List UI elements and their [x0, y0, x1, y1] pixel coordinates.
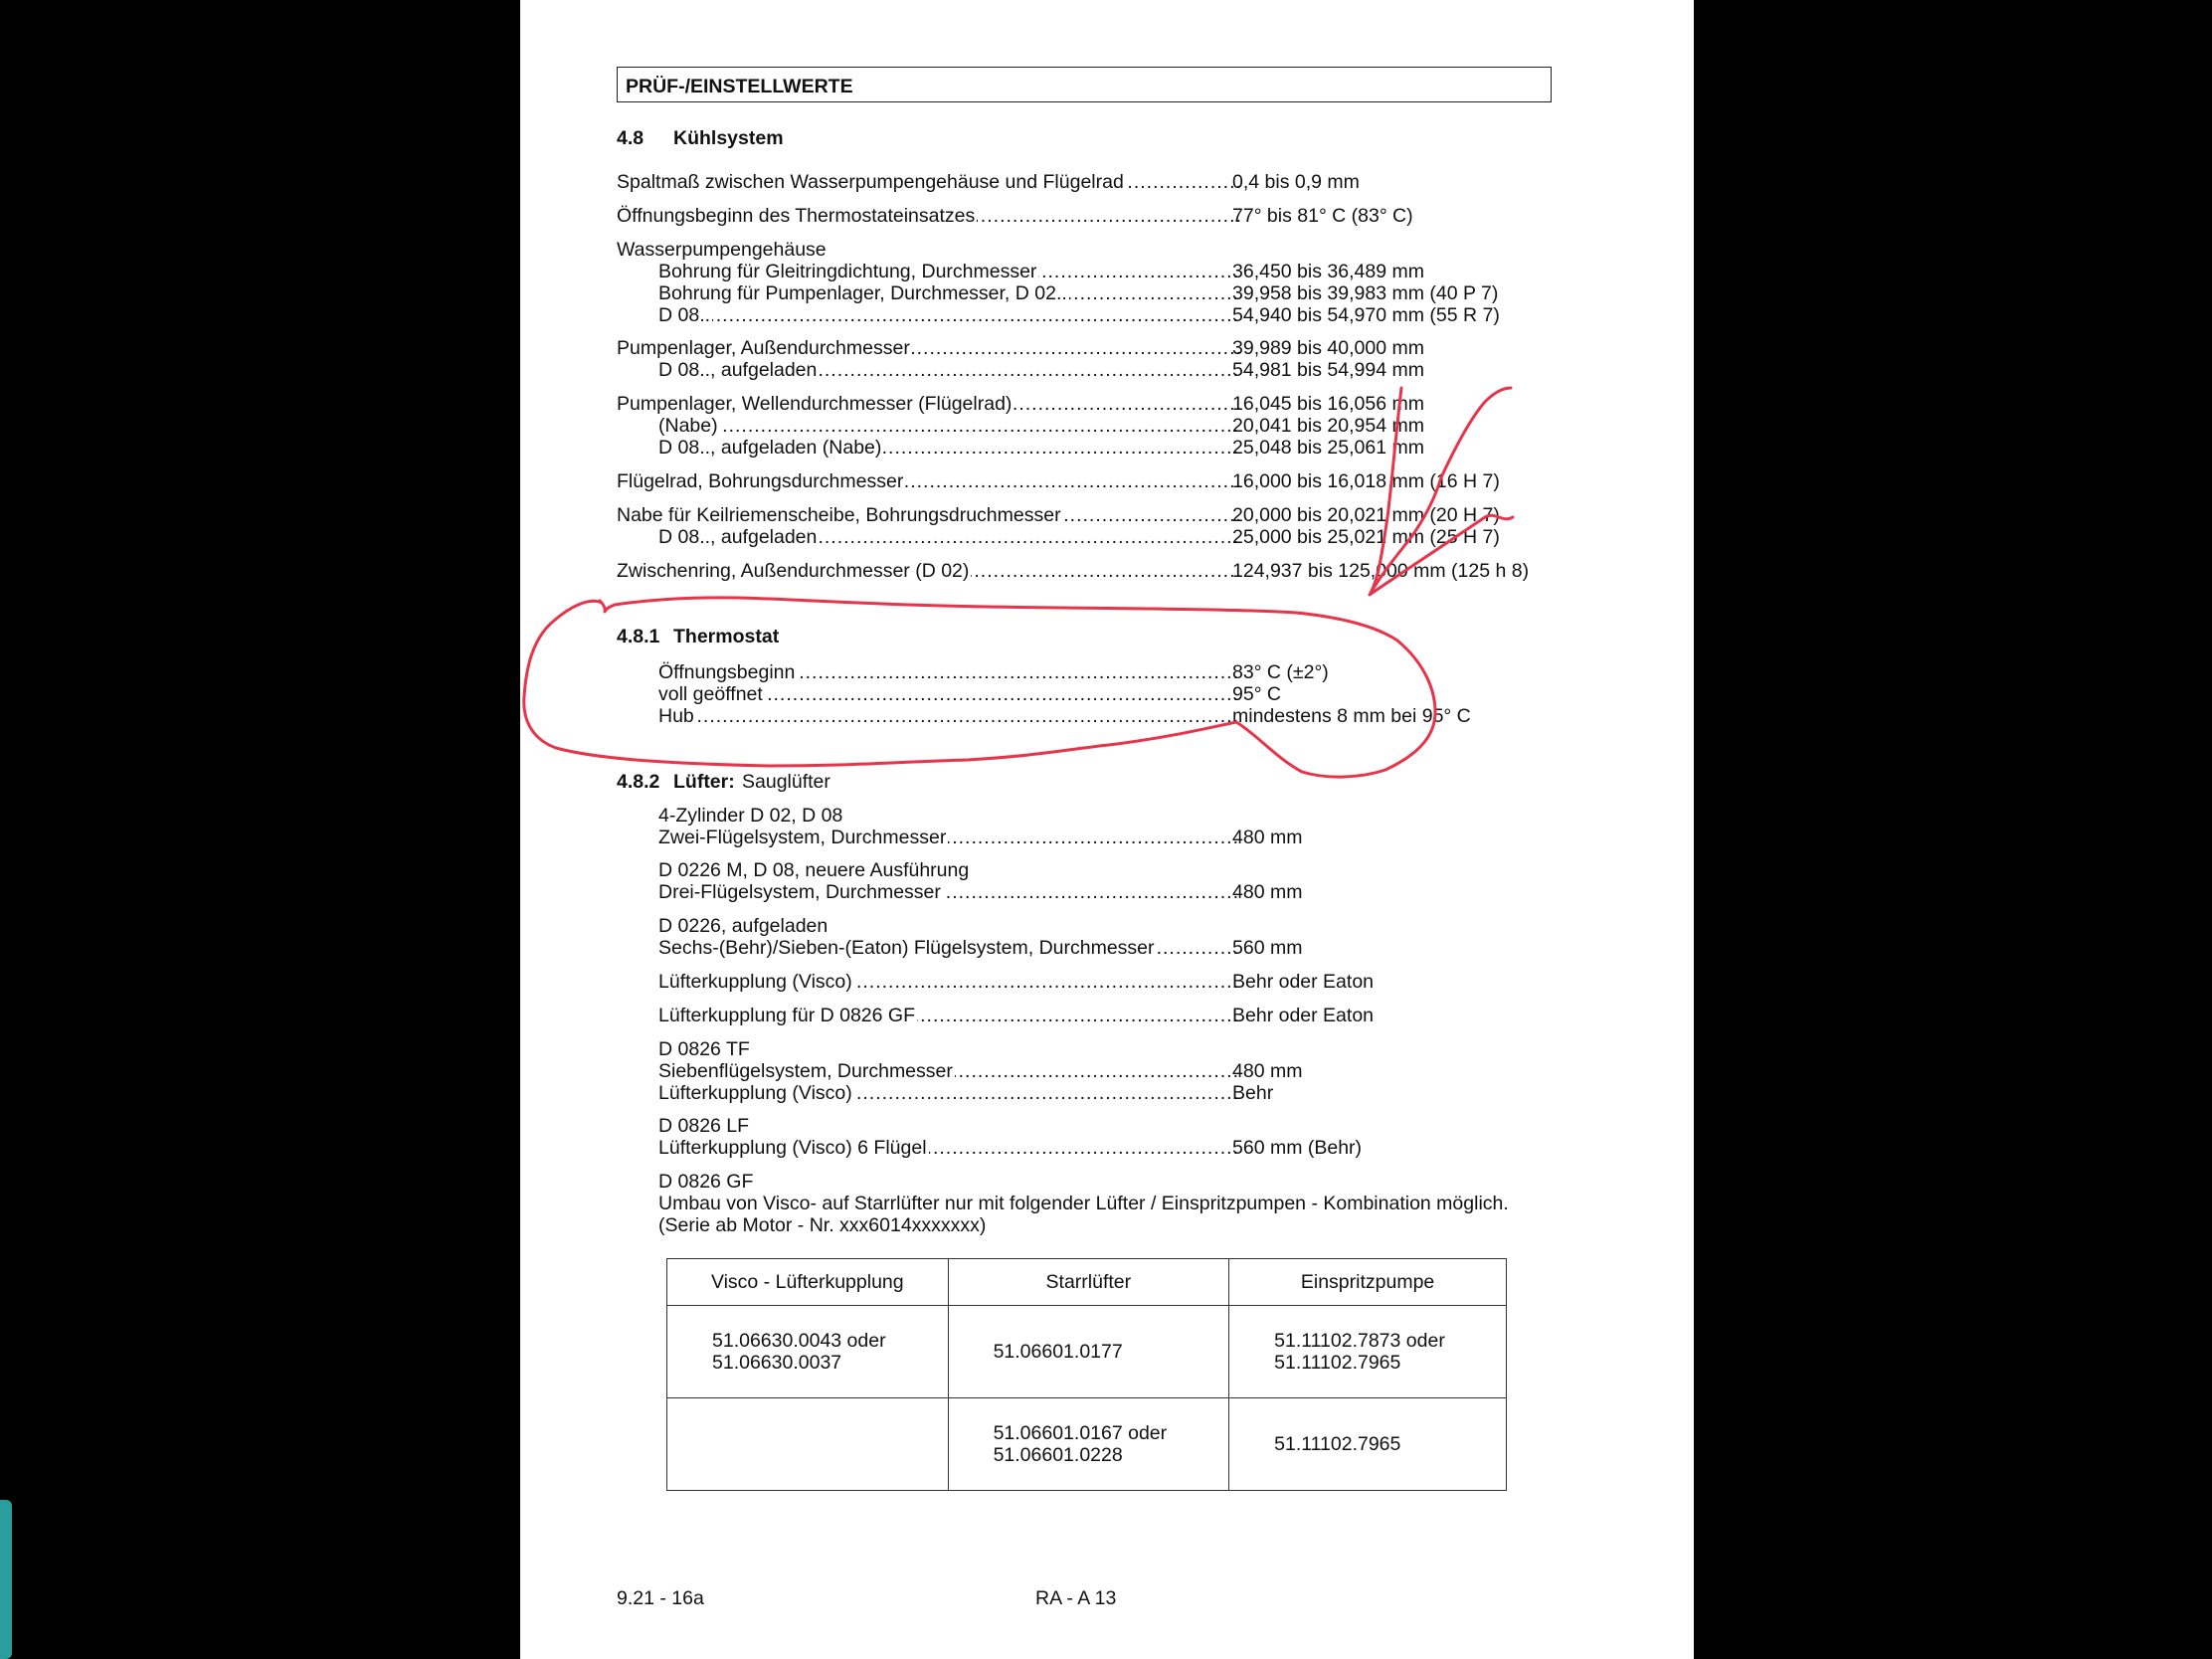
- spec-row-label: Zwischenring, Außendurchmesser (D 02) .....: [617, 560, 1240, 582]
- header-box: [617, 67, 1552, 102]
- thermostat-row-value: 95° C: [1232, 683, 1281, 705]
- thermostat-row-value: 83° C (±2°): [1232, 661, 1329, 683]
- table-cell: 51.06601.0167 oder 51.06601.0228: [948, 1398, 1229, 1491]
- table-header-row: [667, 1259, 1507, 1306]
- table-cell: 51.06601.0177: [948, 1306, 1229, 1398]
- spec-row-label: Spaltmaß zwischen Wasserpumpengehäuse und Flügelrad .....: [617, 171, 1240, 193]
- spec-row-label: D 08.., aufgeladen .....: [658, 359, 1240, 381]
- spec-row-label: Nabe für Keilriemenscheibe, Bohrungsdruchmesser .....: [617, 504, 1240, 526]
- spec-row-value: 20,000 bis 20,021 mm (20 H 7): [1232, 504, 1500, 526]
- table-cell: [667, 1398, 949, 1491]
- spec-row-label: Öffnungsbeginn des Thermostateinsatzes .....: [617, 205, 1240, 227]
- thermostat-row-label: Öffnungsbeginn .....: [658, 661, 1240, 683]
- spec-row-value: 25,048 bis 25,061 mm: [1232, 437, 1424, 459]
- spec-row-value: 77° bis 81° C (83° C): [1232, 205, 1413, 227]
- spec-row-value: 54,940 bis 54,970 mm (55 R 7): [1232, 304, 1500, 326]
- spec-row-value: 20,041 bis 20,954 mm: [1232, 415, 1424, 437]
- fan-item-heading: D 0226, aufgeladen: [658, 915, 829, 937]
- fan-item-heading: 4-Zylinder D 02, D 08: [658, 805, 843, 827]
- fan-item-label: Zwei-Flügelsystem, Durchmesser .....: [658, 827, 1240, 848]
- spec-row-label: Pumpenlager, Wellendurchmesser (Flügelrad) .....: [617, 393, 1240, 415]
- thermostat-row-label: voll geöffnet .....: [658, 683, 1240, 705]
- fan-item-label: Sechs-(Behr)/Sieben-(Eaton) Flügelsystem, Durchmesser .....: [658, 937, 1240, 959]
- side-panel-handle[interactable]: [0, 1500, 12, 1659]
- fan-number: 4.8.2: [617, 771, 660, 793]
- spec-row-label: Bohrung für Gleitringdichtung, Durchmesser .....: [658, 261, 1240, 282]
- table-row: [667, 1306, 1507, 1398]
- footer-center: RA - A 13: [1035, 1587, 1117, 1609]
- header-title: PRÜF-/EINSTELLWERTE: [626, 76, 853, 97]
- document-page: [520, 0, 1694, 1659]
- spec-row-value: 0,4 bis 0,9 mm: [1232, 171, 1360, 193]
- spec-row-label: (Nabe) .....: [658, 415, 1240, 437]
- spec-row-label: D 08.. .....: [658, 304, 1240, 326]
- fan-item-value: Behr oder Eaton: [1232, 971, 1375, 993]
- fan-item-value: Behr oder Eaton: [1232, 1005, 1375, 1026]
- fan-subtitle: Sauglüfter: [742, 771, 830, 793]
- table-cell: 51.11102.7873 oder 51.11102.7965: [1229, 1306, 1507, 1398]
- spec-row-value: 36,450 bis 36,489 mm: [1232, 261, 1424, 282]
- fan-item-label: Lüfterkupplung (Visco) .....: [658, 1082, 1240, 1104]
- fan-item-value: 560 mm (Behr): [1232, 1137, 1363, 1159]
- spec-row-value: 54,981 bis 54,994 mm: [1232, 359, 1424, 381]
- fan-item-value: Behr: [1232, 1082, 1274, 1104]
- spec-row-value: 39,989 bis 40,000 mm: [1232, 337, 1424, 359]
- fan-item-value: 480 mm: [1232, 827, 1303, 848]
- fan-note-heading: D 0826 GF: [658, 1171, 754, 1193]
- thermostat-title: Thermostat: [673, 626, 780, 647]
- spec-row-value: 124,937 bis 125,000 mm (125 h 8): [1232, 560, 1530, 582]
- thermostat-number: 4.8.1: [617, 626, 660, 647]
- fan-item-value: 560 mm: [1232, 937, 1303, 959]
- fan-item-heading: D 0826 LF: [658, 1115, 750, 1137]
- fan-item-value: 480 mm: [1232, 881, 1303, 903]
- spec-row-value: 39,958 bis 39,983 mm (40 P 7): [1232, 282, 1499, 304]
- section-title: Kühlsystem: [673, 127, 784, 149]
- fan-item-label: Drei-Flügelsystem, Durchmesser .....: [658, 881, 1240, 903]
- spec-group-heading: Wasserpumpengehäuse: [617, 239, 827, 261]
- table-header-cell: Einspritzpumpe: [1229, 1259, 1507, 1306]
- fan-combination-table: [666, 1258, 1507, 1491]
- fan-item-heading: D 0226 M, D 08, neuere Ausführung: [658, 859, 970, 881]
- fan-note-line: Umbau von Visco- auf Starrlüfter nur mit folgender Lüfter / Einspritzpumpen - Kombination möglich.: [658, 1193, 1509, 1214]
- spec-row-label: Bohrung für Pumpenlager, Durchmesser, D 02.. .....: [658, 282, 1240, 304]
- fan-note-line: (Serie ab Motor - Nr. xxx6014xxxxxxx): [658, 1214, 987, 1236]
- thermostat-row-value: mindestens 8 mm bei 95° C: [1232, 705, 1471, 727]
- table-header-cell: Starrlüfter: [948, 1259, 1229, 1306]
- fan-item-label: Siebenflügelsystem, Durchmesser .....: [658, 1060, 1240, 1082]
- footer-left: 9.21 - 16a: [617, 1587, 704, 1609]
- table-cell: 51.06630.0043 oder 51.06630.0037: [667, 1306, 949, 1398]
- fan-item-heading: D 0826 TF: [658, 1038, 750, 1060]
- spec-row-label: Flügelrad, Bohrungsdurchmesser .....: [617, 470, 1240, 492]
- section-number: 4.8: [617, 127, 645, 149]
- spec-row-value: 25,000 bis 25,021 mm (25 H 7): [1232, 526, 1500, 548]
- fan-item-label: Lüfterkupplung (Visco) .....: [658, 971, 1240, 993]
- table-header-cell: Visco - Lüfterkupplung: [667, 1259, 949, 1306]
- table-row: [667, 1398, 1507, 1491]
- fan-item-value: 480 mm: [1232, 1060, 1303, 1082]
- spec-row-value: 16,000 bis 16,018 mm (16 H 7): [1232, 470, 1500, 492]
- fan-item-label: Lüfterkupplung für D 0826 GF .....: [658, 1005, 1240, 1026]
- fan-title: Lüfter:: [673, 771, 735, 793]
- spec-row-label: D 08.., aufgeladen .....: [658, 526, 1240, 548]
- spec-row-label: D 08.., aufgeladen (Nabe) .....: [658, 437, 1240, 459]
- spec-row-label: Pumpenlager, Außendurchmesser .....: [617, 337, 1240, 359]
- spec-row-value: 16,045 bis 16,056 mm: [1232, 393, 1424, 415]
- fan-item-label: Lüfterkupplung (Visco) 6 Flügel .....: [658, 1137, 1240, 1159]
- table-cell: 51.11102.7965: [1229, 1398, 1507, 1491]
- thermostat-row-label: Hub .....: [658, 705, 1240, 727]
